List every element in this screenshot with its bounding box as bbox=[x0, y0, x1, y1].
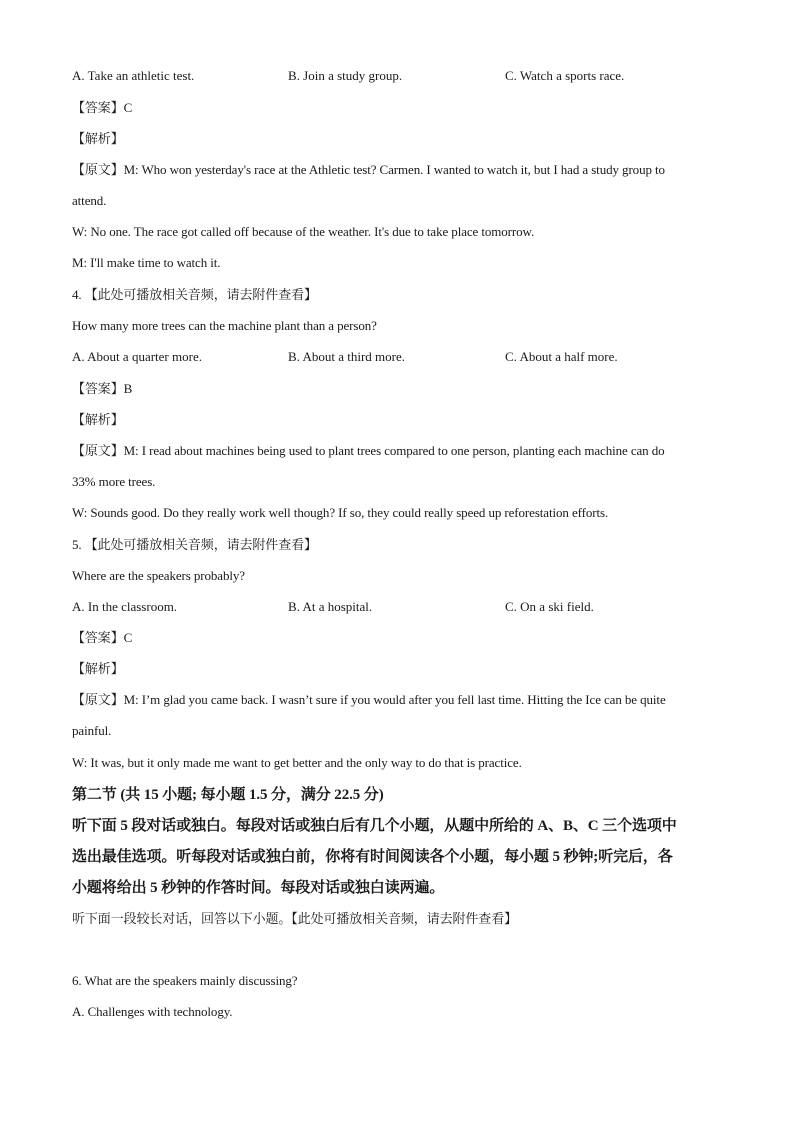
q4-options bbox=[72, 348, 732, 366]
q4-transcript-line: W: Sounds good. Do they really work well though? If so, they could really speed up reforestation efforts. bbox=[72, 505, 609, 520]
q5-option-a: A. In the classroom. bbox=[72, 599, 178, 614]
q4-analysis: 【解析】 bbox=[72, 412, 124, 427]
q5-answer: 【答案】C bbox=[72, 630, 133, 645]
q3-answer: 【答案】C bbox=[72, 100, 133, 115]
q4-option-b: B. About a third more. bbox=[288, 349, 405, 364]
q3-option-c: C. Watch a sports race. bbox=[505, 68, 625, 83]
q4-option-c: C. About a half more. bbox=[505, 349, 618, 364]
q5-transcript-line: painful. bbox=[72, 723, 112, 738]
q5-analysis: 【解析】 bbox=[72, 661, 124, 676]
section2-instruction-line: 听下面 5 段对话或独白。每段对话或独白后有几个小题，从题中所给的 A、B、C 三个选项中 bbox=[72, 818, 677, 834]
q5-options bbox=[72, 598, 732, 616]
q3-option-b: B. Join a study group. bbox=[288, 68, 403, 83]
q4-question: How many more trees can the machine plant than a person? bbox=[72, 318, 377, 333]
section2-instruction-line: 小题将给出 5 秒钟的作答时间。每段对话或独白读两遍。 bbox=[72, 880, 445, 896]
q5-transcript-line: 【原文】M: I’m glad you came back. I wasn’t sure if you would after you fell last time. Hitting the Ice can be quite bbox=[72, 692, 666, 707]
q4-option-a: A. About a quarter more. bbox=[72, 349, 202, 364]
q3-options bbox=[72, 67, 732, 85]
q6-option-a: A. Challenges with technology. bbox=[72, 1004, 233, 1019]
section2-instruction-line: 选出最佳选项。听每段对话或独白前，你将有时间阅读各个小题，每小题 5 秒钟;听完后，各 bbox=[72, 849, 673, 865]
section2-title: 第二节 (共 15 小题; 每小题 1.5 分，满分 22.5 分) bbox=[72, 787, 384, 803]
q3-analysis: 【解析】 bbox=[72, 131, 124, 146]
q3-transcript-line: 【原文】M: Who won yesterday's race at the Athletic test? Carmen. I wanted to watch it, but I had a study group to bbox=[72, 162, 665, 177]
q5-option-b: B. At a hospital. bbox=[288, 599, 373, 614]
q4-transcript-line: 33% more trees. bbox=[72, 474, 156, 489]
q5-header: 5. 【此处可播放相关音频，请去附件查看】 bbox=[72, 537, 317, 552]
q4-answer: 【答案】B bbox=[72, 381, 133, 396]
section2-prompt: 听下面一段较长对话，回答以下小题。【此处可播放相关音频，请去附件查看】 bbox=[72, 911, 518, 926]
q3-transcript-line: W: No one. The race got called off because of the weather. It's due to take place tomorrow. bbox=[72, 224, 535, 239]
q5-question: Where are the speakers probably? bbox=[72, 568, 245, 583]
q3-transcript-line: attend. bbox=[72, 193, 107, 208]
q5-option-c: C. On a ski field. bbox=[505, 599, 594, 614]
q6-question: 6. What are the speakers mainly discussing? bbox=[72, 973, 298, 988]
q5-transcript-line: W: It was, but it only made me want to get better and the only way to do that is practice. bbox=[72, 755, 522, 770]
q4-header: 4. 【此处可播放相关音频，请去附件查看】 bbox=[72, 287, 317, 302]
q3-option-a: A. Take an athletic test. bbox=[72, 68, 195, 83]
q3-transcript-line: M: I'll make time to watch it. bbox=[72, 255, 221, 270]
q4-transcript-line: 【原文】M: I read about machines being used to plant trees compared to one person, planting each machine can do bbox=[72, 443, 665, 458]
